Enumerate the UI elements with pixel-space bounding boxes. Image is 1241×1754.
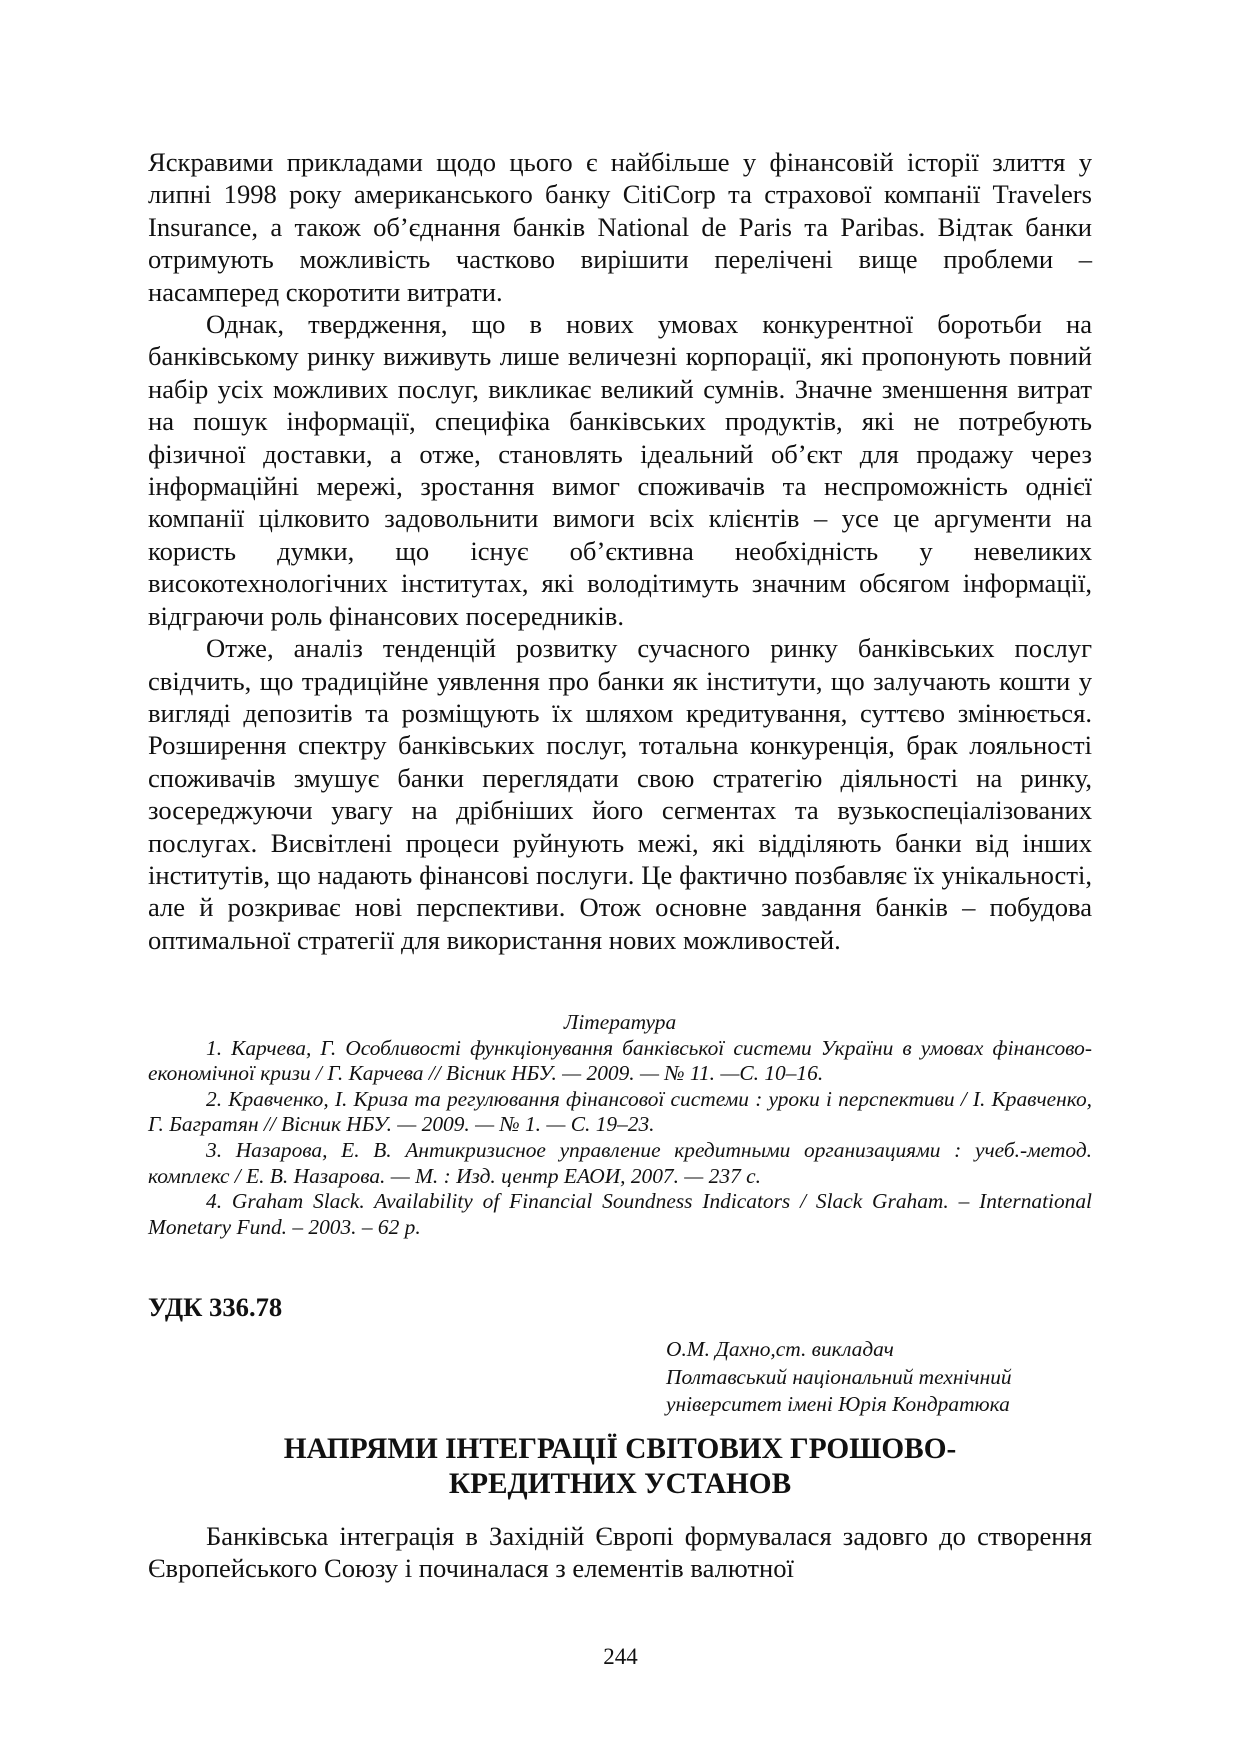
author-affiliation-line-1: Полтавський національний технічний <box>666 1364 1012 1389</box>
article-title-line-2: КРЕДИТНИХ УСТАНОВ <box>448 1468 792 1500</box>
new-article-text <box>148 1520 1092 1585</box>
reference-item: 1. Карчева, Г. Особливості функціонування банківської системи України в умовах фінансово-економічної кризи / Г. Карчева // Вісник НБУ. — 2009. — № 11. —С. 10–16. <box>148 1035 1092 1086</box>
author-affiliation-line-2: університет імені Юрія Кондратюка <box>666 1392 1010 1416</box>
new-article-first-paragraph: Банківська інтеграція в Західній Європі формувалася задовго до створення Європейського Союзу і починалася з елементів валютної <box>148 1521 1092 1584</box>
article-title-line-1: НАПРЯМИ ІНТЕГРАЦІЇ СВІТОВИХ ГРОШОВО- <box>283 1433 957 1465</box>
paragraph-3: Отже, аналіз тенденцій розвитку сучасного ринку банківських послуг свідчить, що традиційне уявлення про банки як інститути, що залучають кошти у вигляді депозитів та розміщують їх шляхом кредитування, суттєво змінюється. Розширення спектру банківських послуг, тотальна конкуренція, брак лояльності споживачів змушує банки переглядати свою стратегію діяльності на ринку, зосереджуючи увагу на дрібніших його сегментах та вузькоспеціалізованих послугах. Висвітлені процеси руйнують межі, які відділяють банки від інших інститутів, що надають фінансові послуги. Це фактично позбавляє їх унікальності, але й розкриває нові перспективи. Отож основне завдання банків – побудова оптимальної стратегії для використання нових можливостей. <box>148 633 1092 955</box>
author-name: О.М. Дахно,ст. викладач <box>666 1337 894 1361</box>
references-title: Література <box>563 1010 677 1034</box>
references-section <box>148 1010 1092 1240</box>
page-number: 244 <box>603 1644 638 1669</box>
reference-item: 4. Graham Slack. Availability of Financial Soundness Indicators / Slack Graham. – International Monetary Fund. – 2003. – 62 p. <box>148 1189 1092 1239</box>
reference-item: 3. Назарова, Е. В. Антикризисное управление кредитными организациями : учеб.-метод. комплекс / Е. В. Назарова. — М. : Изд. центр ЕАОИ, 2007. — 237 с. <box>148 1137 1092 1188</box>
udc-code: УДК 336.78 <box>148 1292 283 1322</box>
reference-item: 2. Кравченко, І. Криза та регулювання фінансової системи : уроки і перспективи / І. Кравченко, Г. Багратян // Вісник НБУ. — 2009. — № 1. — С. 19–23. <box>148 1086 1092 1137</box>
paragraph-2: Однак, твердження, що в нових умовах конкурентної боротьби на банківському ринку виживуть лише величезні корпорації, які пропонують повний набір усіх можливих послуг, викликає великий сумнів. Значне зменшення витрат на пошук інформації, специфіка банківських продуктів, які не потребують фізичної доставки, а отже, становлять ідеальний об’єкт для продажу через інформаційні мережі, зростання вимог споживачів та неспроможність однієї компанії цілковито задовольнити вимоги всіх клієнтів – усе це аргументи на користь думки, що існує об’єктивна необхідність у невеликих високотехнологічних інститутах, які володітимуть значним обсягом інформації, відграючи роль фінансових посередників. <box>148 309 1092 631</box>
article-title <box>148 1432 1092 1502</box>
paragraph-1: Яскравими прикладами щодо цього є найбільше у фінансовій історії злиття у липні 1998 року американського банку CitiCorp та страхової компанії Travelers Insurance, а також об’єднання банків National de Paris та Paribas. Відтак банки отримують можливість частково вирішити перелічені вище проблеми – насамперед скоротити витрати. <box>148 147 1092 307</box>
author-block <box>666 1336 1012 1419</box>
continued-article-text <box>148 146 1092 956</box>
